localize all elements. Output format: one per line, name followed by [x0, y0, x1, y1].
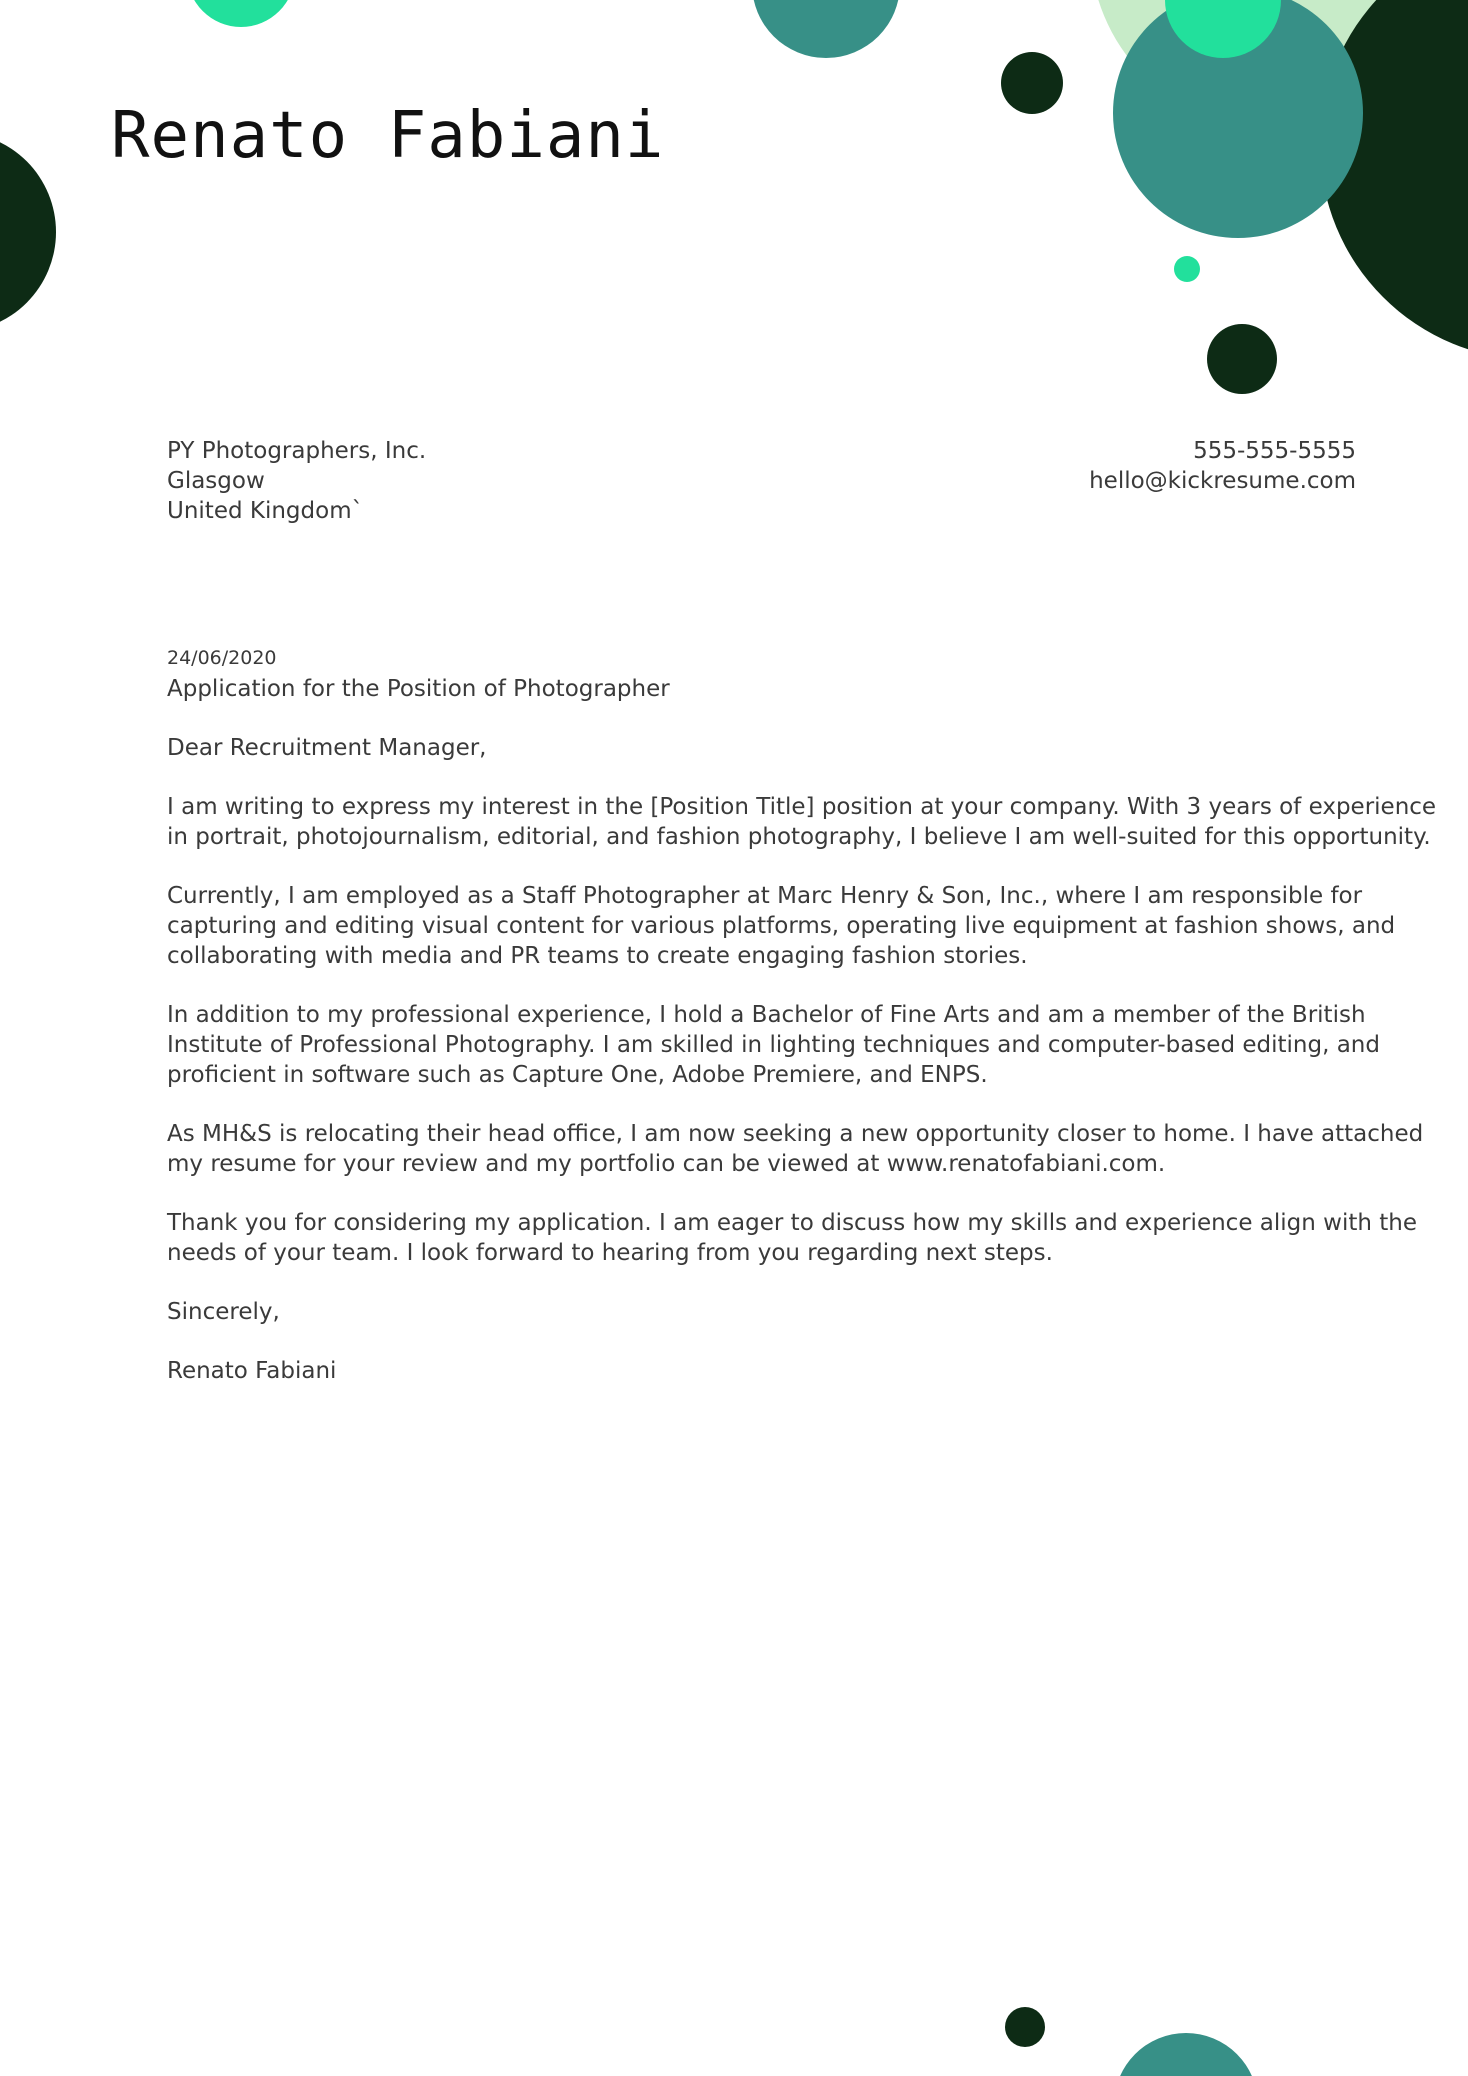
letter-body [167, 646, 1437, 1415]
recipient-company: PY Photographers, Inc. [167, 438, 427, 464]
recipient-city: Glasgow [167, 468, 265, 494]
recipient-country: United Kingdom` [167, 498, 364, 524]
paragraph-line: collaborating with media and PR teams to create engaging fashion stories. [167, 943, 1028, 969]
greeting: Dear Recruitment Manager, [167, 735, 487, 761]
recipient-address [167, 436, 426, 526]
paragraph-line: I am writing to express my interest in the [Position Title] position at your company. With 3 years of experience [167, 794, 1437, 820]
paragraph-line: in portrait, photojournalism, editorial, and fashion photography, I believe I am well-suited for this opportunity. [167, 824, 1431, 850]
paragraph-line: my resume for your review and my portfolio can be viewed at www.renatofabiani.com. [167, 1151, 1166, 1177]
paragraph-line: In addition to my professional experience, I hold a Bachelor of Fine Arts and am a member of the British [167, 1002, 1366, 1028]
paragraph-line: As MH&S is relocating their head office, I am now seeking a new opportunity closer to home. I have attached [167, 1121, 1424, 1147]
signature: Renato Fabiani [167, 1358, 337, 1384]
paragraph-line: Institute of Professional Photography. I am skilled in lighting techniques and computer-based editing, and [167, 1032, 1380, 1058]
paragraph-line: Currently, I am employed as a Staff Photographer at Marc Henry & Son, Inc., where I am responsible for [167, 883, 1363, 909]
dark-green-circle-bottom [1005, 2007, 1045, 2047]
paragraph-intro [167, 792, 1437, 852]
letter-subject: Application for the Position of Photographer [167, 676, 670, 702]
email-address: hello@kickresume.com [1089, 468, 1356, 494]
paragraph-relocation [167, 1119, 1424, 1179]
paragraph-current-role [167, 881, 1396, 971]
candidate-name: Renato Fabiani [111, 99, 665, 173]
mint-circle-top-right [1165, 0, 1281, 58]
dark-green-large-circle [1320, 0, 1468, 360]
paragraph-education-skills [167, 1000, 1380, 1090]
teal-circle-bottom [1114, 2033, 1258, 2076]
paragraph-line: capturing and editing visual content for various platforms, operating live equipment at fashion shows, and [167, 913, 1396, 939]
pale-green-circle [1090, 0, 1460, 130]
dark-green-left-circle [0, 132, 56, 332]
paragraph-line: Thank you for considering my application. I am eager to discuss how my skills and experience align with the [167, 1210, 1417, 1236]
paragraph-line: proficient in software such as Capture One, Adobe Premiere, and ENPS. [167, 1062, 988, 1088]
mint-dot [1174, 256, 1200, 282]
teal-circle-top [752, 0, 900, 58]
closing: Sincerely, [167, 1299, 280, 1325]
contact-info [1089, 436, 1356, 496]
dark-green-circle-right [1207, 324, 1277, 394]
paragraph-line: needs of your team. I look forward to hearing from you regarding next steps. [167, 1240, 1053, 1266]
dark-green-small-circle-top [1001, 52, 1063, 114]
paragraph-thank-you [167, 1208, 1417, 1268]
letter-date: 24/06/2020 [167, 647, 277, 669]
mint-circle-top-left [187, 0, 295, 27]
phone-number: 555-555-5555 [1193, 438, 1356, 464]
teal-large-circle [1113, 0, 1363, 238]
